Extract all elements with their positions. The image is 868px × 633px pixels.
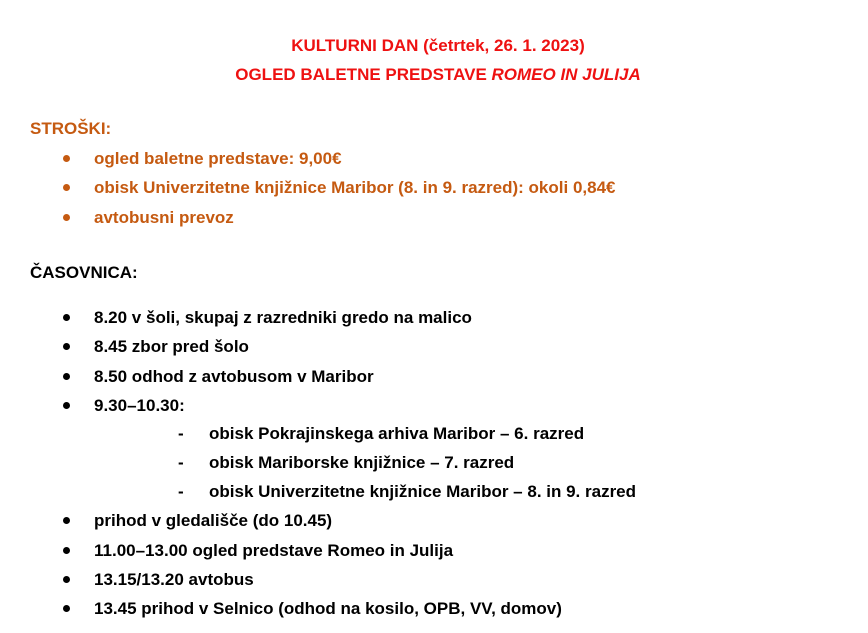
bullet-icon	[63, 576, 70, 583]
bullet-icon	[63, 214, 70, 221]
timeline-heading: ČASOVNICA:	[30, 263, 138, 282]
cost-item-text: ogled baletne predstave: 9,00€	[94, 149, 342, 168]
title-line-2	[0, 60, 868, 89]
timeline-item-text: 13.45 prihod v Selnico (odhod na kosilo, OPB, VV, domov)	[94, 599, 562, 619]
bullet-icon	[63, 184, 70, 191]
dash-icon: -	[178, 452, 184, 472]
timeline-item-text: 9.30–10.30:	[94, 395, 185, 415]
timeline-item-text: prihod v gledališče (do 10.45)	[94, 511, 333, 531]
bullet-icon	[63, 547, 70, 554]
bullet-icon	[63, 373, 70, 380]
title-line-2-prefix: OGLED BALETNE PREDSTAVE	[235, 65, 492, 84]
timeline-item-text: 8.45 zbor pred šolo	[94, 337, 249, 357]
bullet-icon	[63, 517, 70, 524]
cost-item-text: avtobusni prevoz	[94, 207, 234, 227]
timeline-item-text: 11.00–13.00 ogled predstave Romeo in Julija	[94, 540, 454, 560]
sub-item-text: obisk Mariborske knjižnice – 7. razred	[209, 452, 515, 472]
cost-item-text: obisk Univerzitetne knjižnice Maribor (8. in 9. razred): okoli 0,84€	[94, 178, 616, 198]
document-title	[0, 31, 868, 89]
sub-item-text: obisk Pokrajinskega arhiva Maribor – 6. razred	[209, 424, 585, 444]
title-line-1: KULTURNI DAN (četrtek, 26. 1. 2023)	[291, 36, 585, 55]
timeline-item-text: 8.20 v šoli, skupaj z razredniki gredo na malico	[94, 308, 472, 327]
bullet-icon	[63, 605, 70, 612]
dash-icon: -	[178, 424, 184, 444]
bullet-icon	[63, 402, 70, 409]
bullet-icon	[63, 155, 70, 162]
title-line-2-italic: ROMEO IN JULIJA	[491, 65, 641, 84]
costs-heading: STROŠKI:	[30, 119, 112, 138]
sub-item-text: obisk Univerzitetne knjižnice Maribor – 8. in 9. razred	[209, 481, 637, 501]
timeline-item-text: 8.50 odhod z avtobusom v Maribor	[94, 366, 374, 386]
bullet-icon	[63, 343, 70, 350]
dash-icon: -	[178, 481, 184, 501]
timeline-item-text: 13.15/13.20 avtobus	[94, 569, 254, 589]
bullet-icon	[63, 314, 70, 321]
